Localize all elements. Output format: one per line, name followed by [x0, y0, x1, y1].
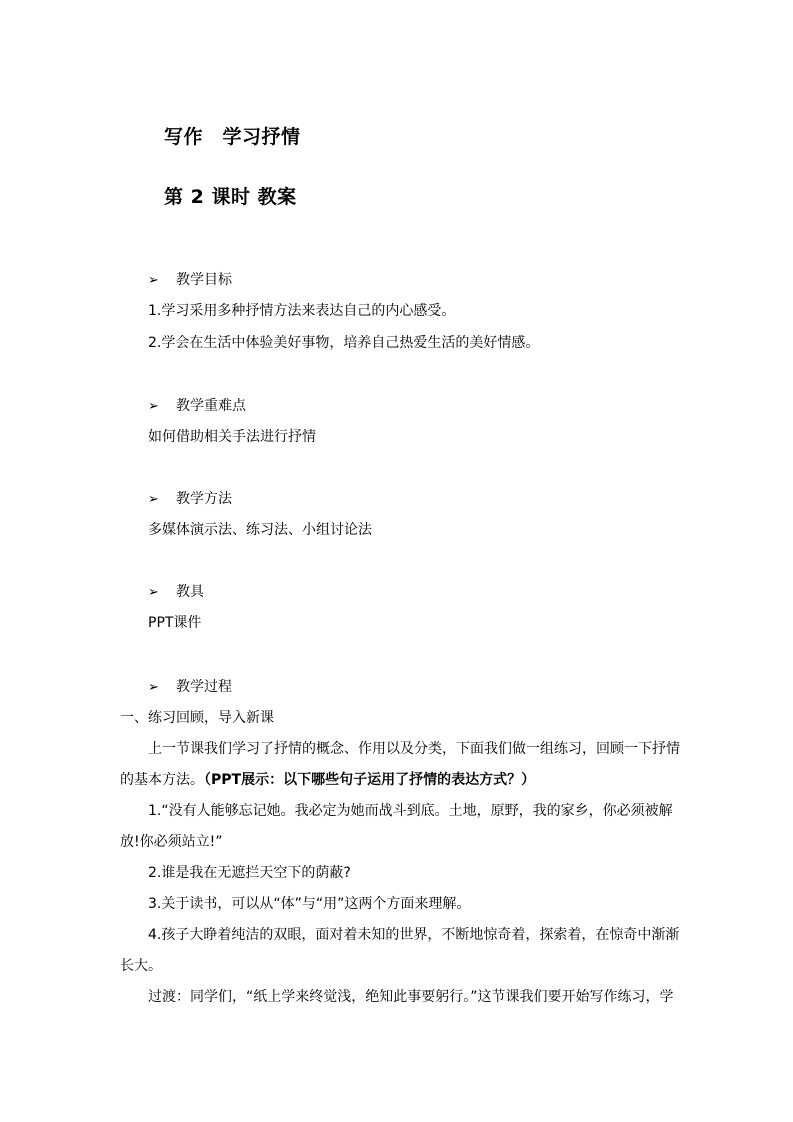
exercise-item-line: 1.“没有人能够忘记她。我必定为她而战斗到底。土地，原野，我的家乡，你必须被解 — [148, 803, 673, 819]
section-heading-objectives — [148, 269, 232, 289]
heading-label: 教学目标 — [176, 272, 232, 288]
intro-text: 的基本方法。 — [120, 772, 204, 788]
objective-item: 1.学习采用多种抒情方法来表达自己的内心感受。 — [148, 303, 456, 319]
document-subtitle: 第 2 课时 教案 — [164, 186, 297, 208]
process-section-title: 一、练习回顾，导入新课 — [120, 710, 274, 726]
arrow-bullet-icon: ➢ — [148, 273, 159, 288]
section-heading-tools — [148, 581, 204, 601]
document-title: 写作 学习抒情 — [164, 126, 301, 148]
section-heading-methods — [148, 488, 232, 508]
section-heading-process — [148, 676, 232, 696]
arrow-bullet-icon: ➢ — [148, 492, 159, 507]
exercise-item-line: 4.孩子大睁着纯洁的双眼，面对着未知的世界，不断地惊奇着，探索着，在惊奇中渐渐 — [148, 927, 680, 943]
heading-label: 教学重难点 — [176, 398, 246, 414]
exercise-item: 3.关于读书，可以从“体”与“用”这两个方面来理解。 — [148, 896, 471, 912]
objective-item: 2.学会在生活中体验美好事物，培养自己热爱生活的美好情感。 — [148, 335, 540, 351]
intro-paragraph-line: 上一节课我们学习了抒情的概念、作用以及分类，下面我们做一组练习，回顾一下抒情 — [148, 741, 680, 757]
heading-label: 教学过程 — [176, 679, 232, 695]
methods-text: 多媒体演示法、练习法、小组讨论法 — [148, 522, 372, 538]
intro-paragraph-line — [120, 769, 535, 789]
tools-text: PPT课件 — [148, 615, 202, 631]
arrow-bullet-icon: ➢ — [148, 585, 159, 600]
ppt-prompt: （PPT展示：以下哪些句子运用了抒情的表达方式？） — [204, 772, 536, 788]
arrow-bullet-icon: ➢ — [148, 680, 159, 695]
arrow-bullet-icon: ➢ — [148, 399, 159, 414]
heading-label: 教具 — [176, 584, 204, 600]
heading-label: 教学方法 — [176, 491, 232, 507]
key-points-text: 如何借助相关手法进行抒情 — [148, 429, 316, 445]
exercise-item-line: 长大。 — [120, 958, 162, 974]
exercise-item: 2.谁是我在无遮拦天空下的荫蔽? — [148, 865, 351, 881]
exercise-item-line: 放!你必须站立!” — [120, 834, 223, 850]
section-heading-key-points — [148, 395, 246, 415]
transition-paragraph-line: 过渡：同学们，“纸上学来终觉浅，绝知此事要躬行。”这节课我们要开始写作练习，学 — [148, 989, 674, 1005]
